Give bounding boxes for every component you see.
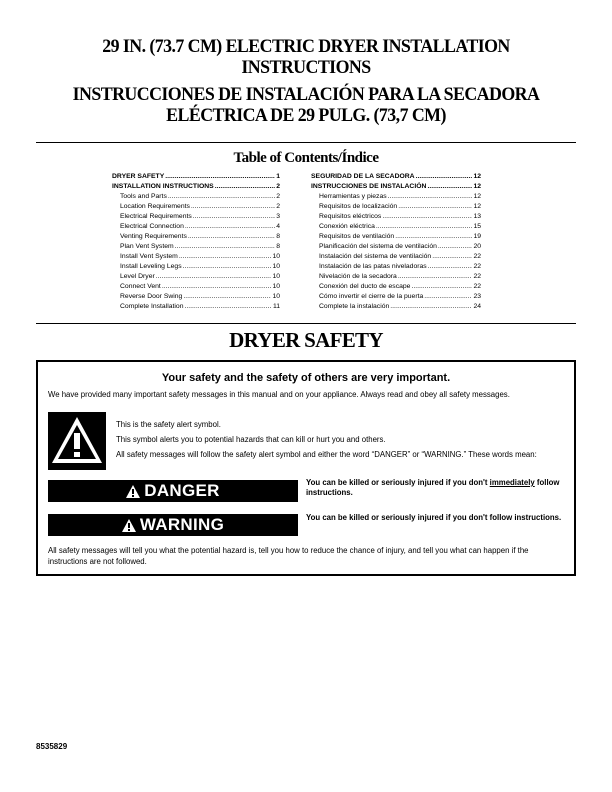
toc-dot-leader [193,212,275,222]
toc-entry [311,302,481,312]
toc-entry [112,242,280,252]
toc-entry-page: 23 [473,293,481,300]
toc-dot-leader [428,262,473,272]
toc-dot-leader [424,292,472,302]
toc-entry-page: 20 [473,243,481,250]
toc-dot-leader [185,222,275,232]
danger-alert-icon [126,485,140,498]
toc-entry-label: Nivelación de la secadora [319,273,397,280]
toc-entry-page: 12 [473,203,481,210]
toc-entry-label: Electrical Requirements [120,213,192,220]
toc-entry [311,282,481,292]
toc-entry [311,212,481,222]
toc-dot-leader [183,262,272,272]
toc-entry [112,202,280,212]
toc-dot-leader [438,242,473,252]
toc-entry [112,192,280,202]
toc-entry-page: 2 [276,183,280,190]
section-title: DRYER SAFETY [229,328,383,352]
danger-message: You can be killed or seriously injured if you don't immediately follow instructions. [306,478,560,497]
toc-column-spanish [311,172,481,312]
toc-dot-leader [411,282,472,292]
toc-entry-label: Instalación de las patas niveladoras [319,263,427,270]
toc-entry-label: Planificación del sistema de ventilación [319,243,437,250]
toc-entry [311,222,481,232]
warning-message: You can be killed or seriously injured if you don't follow instructions. [306,513,562,522]
danger-label: DANGER [144,481,220,500]
toc-entry-label: INSTALLATION INSTRUCTIONS [112,183,214,190]
toc-entry-label: Location Requirements [120,203,190,210]
toc-entry [112,282,280,292]
toc-dot-leader [432,252,472,262]
symbol-line-3: All safety messages will follow the safety alert symbol and either the word “DANGER” or “WARNING.” These words mean: [116,450,537,459]
toc-entry-page: 22 [473,273,481,280]
safety-box [36,360,576,576]
toc-dot-leader [183,292,271,302]
toc-dot-leader [175,242,276,252]
toc-entry-label: Install Vent System [120,253,178,260]
toc-dot-leader [191,202,275,212]
toc-dot-leader [427,182,472,192]
toc-dot-leader [168,192,275,202]
toc-entry [112,222,280,232]
toc-entry [112,252,280,262]
toc-dot-leader [179,252,272,262]
toc-entry-label: Plan Vent System [120,243,174,250]
toc-entry [112,172,280,182]
toc-entry-page: 11 [272,303,280,310]
toc-dot-leader [165,172,275,182]
toc-entry-label: Complete Installation [120,303,184,310]
toc-entry-page: 10 [272,273,280,280]
toc-entry [112,292,280,302]
safety-symbol-text [116,419,566,464]
toc-entry-page: 12 [473,193,481,200]
toc-entry [311,242,481,252]
toc-entry-page: 13 [473,213,481,220]
toc-entry [311,262,481,272]
toc-dot-leader [388,192,473,202]
divider-middle [36,323,576,324]
toc-entry-label: Tools and Parts [120,193,167,200]
toc-entry-label: Reverse Door Swing [120,293,183,300]
toc-entry [311,252,481,262]
toc-entry [311,272,481,282]
toc-entry-page: 10 [272,283,280,290]
toc-entry-page: 12 [473,183,481,190]
toc-entry-page: 2 [276,193,280,200]
toc-entry-page: 10 [272,263,280,270]
toc-entry-label: Conexión eléctrica [319,223,375,230]
toc-entry [311,202,481,212]
toc-entry [311,182,481,192]
safety-intro: We have provided many important safety messages in this manual and on your appliance. Always read and obey all safety messages. [48,390,510,399]
toc-entry-label: Connect Vent [120,283,161,290]
toc-entry [311,232,481,242]
title-spanish: INSTRUCCIONES DE INSTALACIÓN PARA LA SECADORA ELÉCTRICA DE 29 PULG. (73,7 CM) [72,84,540,126]
toc-heading: Table of Contents/Índice [233,150,379,166]
toc-entry-label: Requisitos de ventilación [319,233,395,240]
symbol-line-2: This symbol alerts you to potential hazards that can kill or hurt you and others. [116,435,386,444]
toc-entry [311,172,481,182]
safety-alert-icon [48,412,106,470]
toc-entry [112,212,280,222]
toc-entry-label: Level Dryer [120,273,155,280]
toc-entry [112,182,280,192]
toc-dot-leader [188,232,275,242]
toc-dot-leader [390,302,472,312]
toc-entry [112,272,280,282]
toc-dot-leader [156,272,272,282]
warning-alert-icon [122,519,136,532]
toc-entry-page: 3 [276,213,280,220]
toc-entry-label: Requisitos de localización [319,203,398,210]
warning-label: WARNING [139,515,225,534]
toc-dot-leader [398,272,473,282]
toc-entry [112,232,280,242]
toc-dot-leader [376,222,473,232]
toc-dot-leader [395,232,472,242]
toc-entry [112,262,280,272]
toc-column-english [112,172,280,312]
toc-entry-page: 22 [473,283,481,290]
safety-heading: Your safety and the safety of others are very important. [161,372,451,384]
toc-entry-page: 4 [276,223,280,230]
toc-entry-label: SEGURIDAD DE LA SECADORA [311,173,415,180]
toc-entry-page: 15 [473,223,481,230]
divider-top [36,142,576,143]
toc-entry-label: Instalación del sistema de ventilación [319,253,432,260]
toc-dot-leader [215,182,276,192]
toc-dot-leader [184,302,271,312]
toc-entry [311,192,481,202]
toc-entry-page: 22 [473,263,481,270]
toc-entry [311,292,481,302]
toc-entry-page: 2 [276,203,280,210]
danger-label-bar [48,480,298,502]
toc-entry-label: Requisitos eléctricos [319,213,382,220]
toc-entry-page: 10 [272,253,280,260]
warning-label-bar [48,514,298,536]
title-english: 29 IN. (73.7 CM) ELECTRIC DRYER INSTALLATION INSTRUCTIONS [102,36,510,78]
toc-dot-leader [398,202,472,212]
symbol-line-1: This is the safety alert symbol. [116,420,221,429]
part-number: 8535829 [36,742,68,751]
toc-entry-label: Electrical Connection [120,223,184,230]
toc-entry-page: 8 [276,243,280,250]
toc-entry-label: Venting Requirements [120,233,187,240]
toc-entry-label: INSTRUCCIONES DE INSTALACIÓN [311,183,427,190]
toc-dot-leader [416,172,473,182]
toc-dot-leader [382,212,472,222]
toc-entry-label: Install Leveling Legs [120,263,182,270]
toc-entry-page: 12 [473,173,481,180]
toc-entry-page: 8 [276,233,280,240]
toc-entry-page: 24 [473,303,481,310]
toc-entry [112,302,280,312]
toc-entry-label: Complete la instalación [319,303,390,310]
toc-entry-label: DRYER SAFETY [112,173,165,180]
toc-entry-label: Conexión del ducto de escape [319,283,411,290]
toc-entry-page: 10 [272,293,280,300]
safety-footer: All safety messages will tell you what the potential hazard is, tell you how to reduce the chance of injury, and tell you what can happen if the instructions are not followed. [48,546,529,566]
toc-entry-page: 19 [473,233,481,240]
toc-entry-page: 22 [473,253,481,260]
toc-entry-label: Cómo invertir el cierre de la puerta [319,293,424,300]
toc-dot-leader [162,282,272,292]
toc-entry-page: 1 [276,173,280,180]
toc-entry-label: Herramientas y piezas [319,193,387,200]
